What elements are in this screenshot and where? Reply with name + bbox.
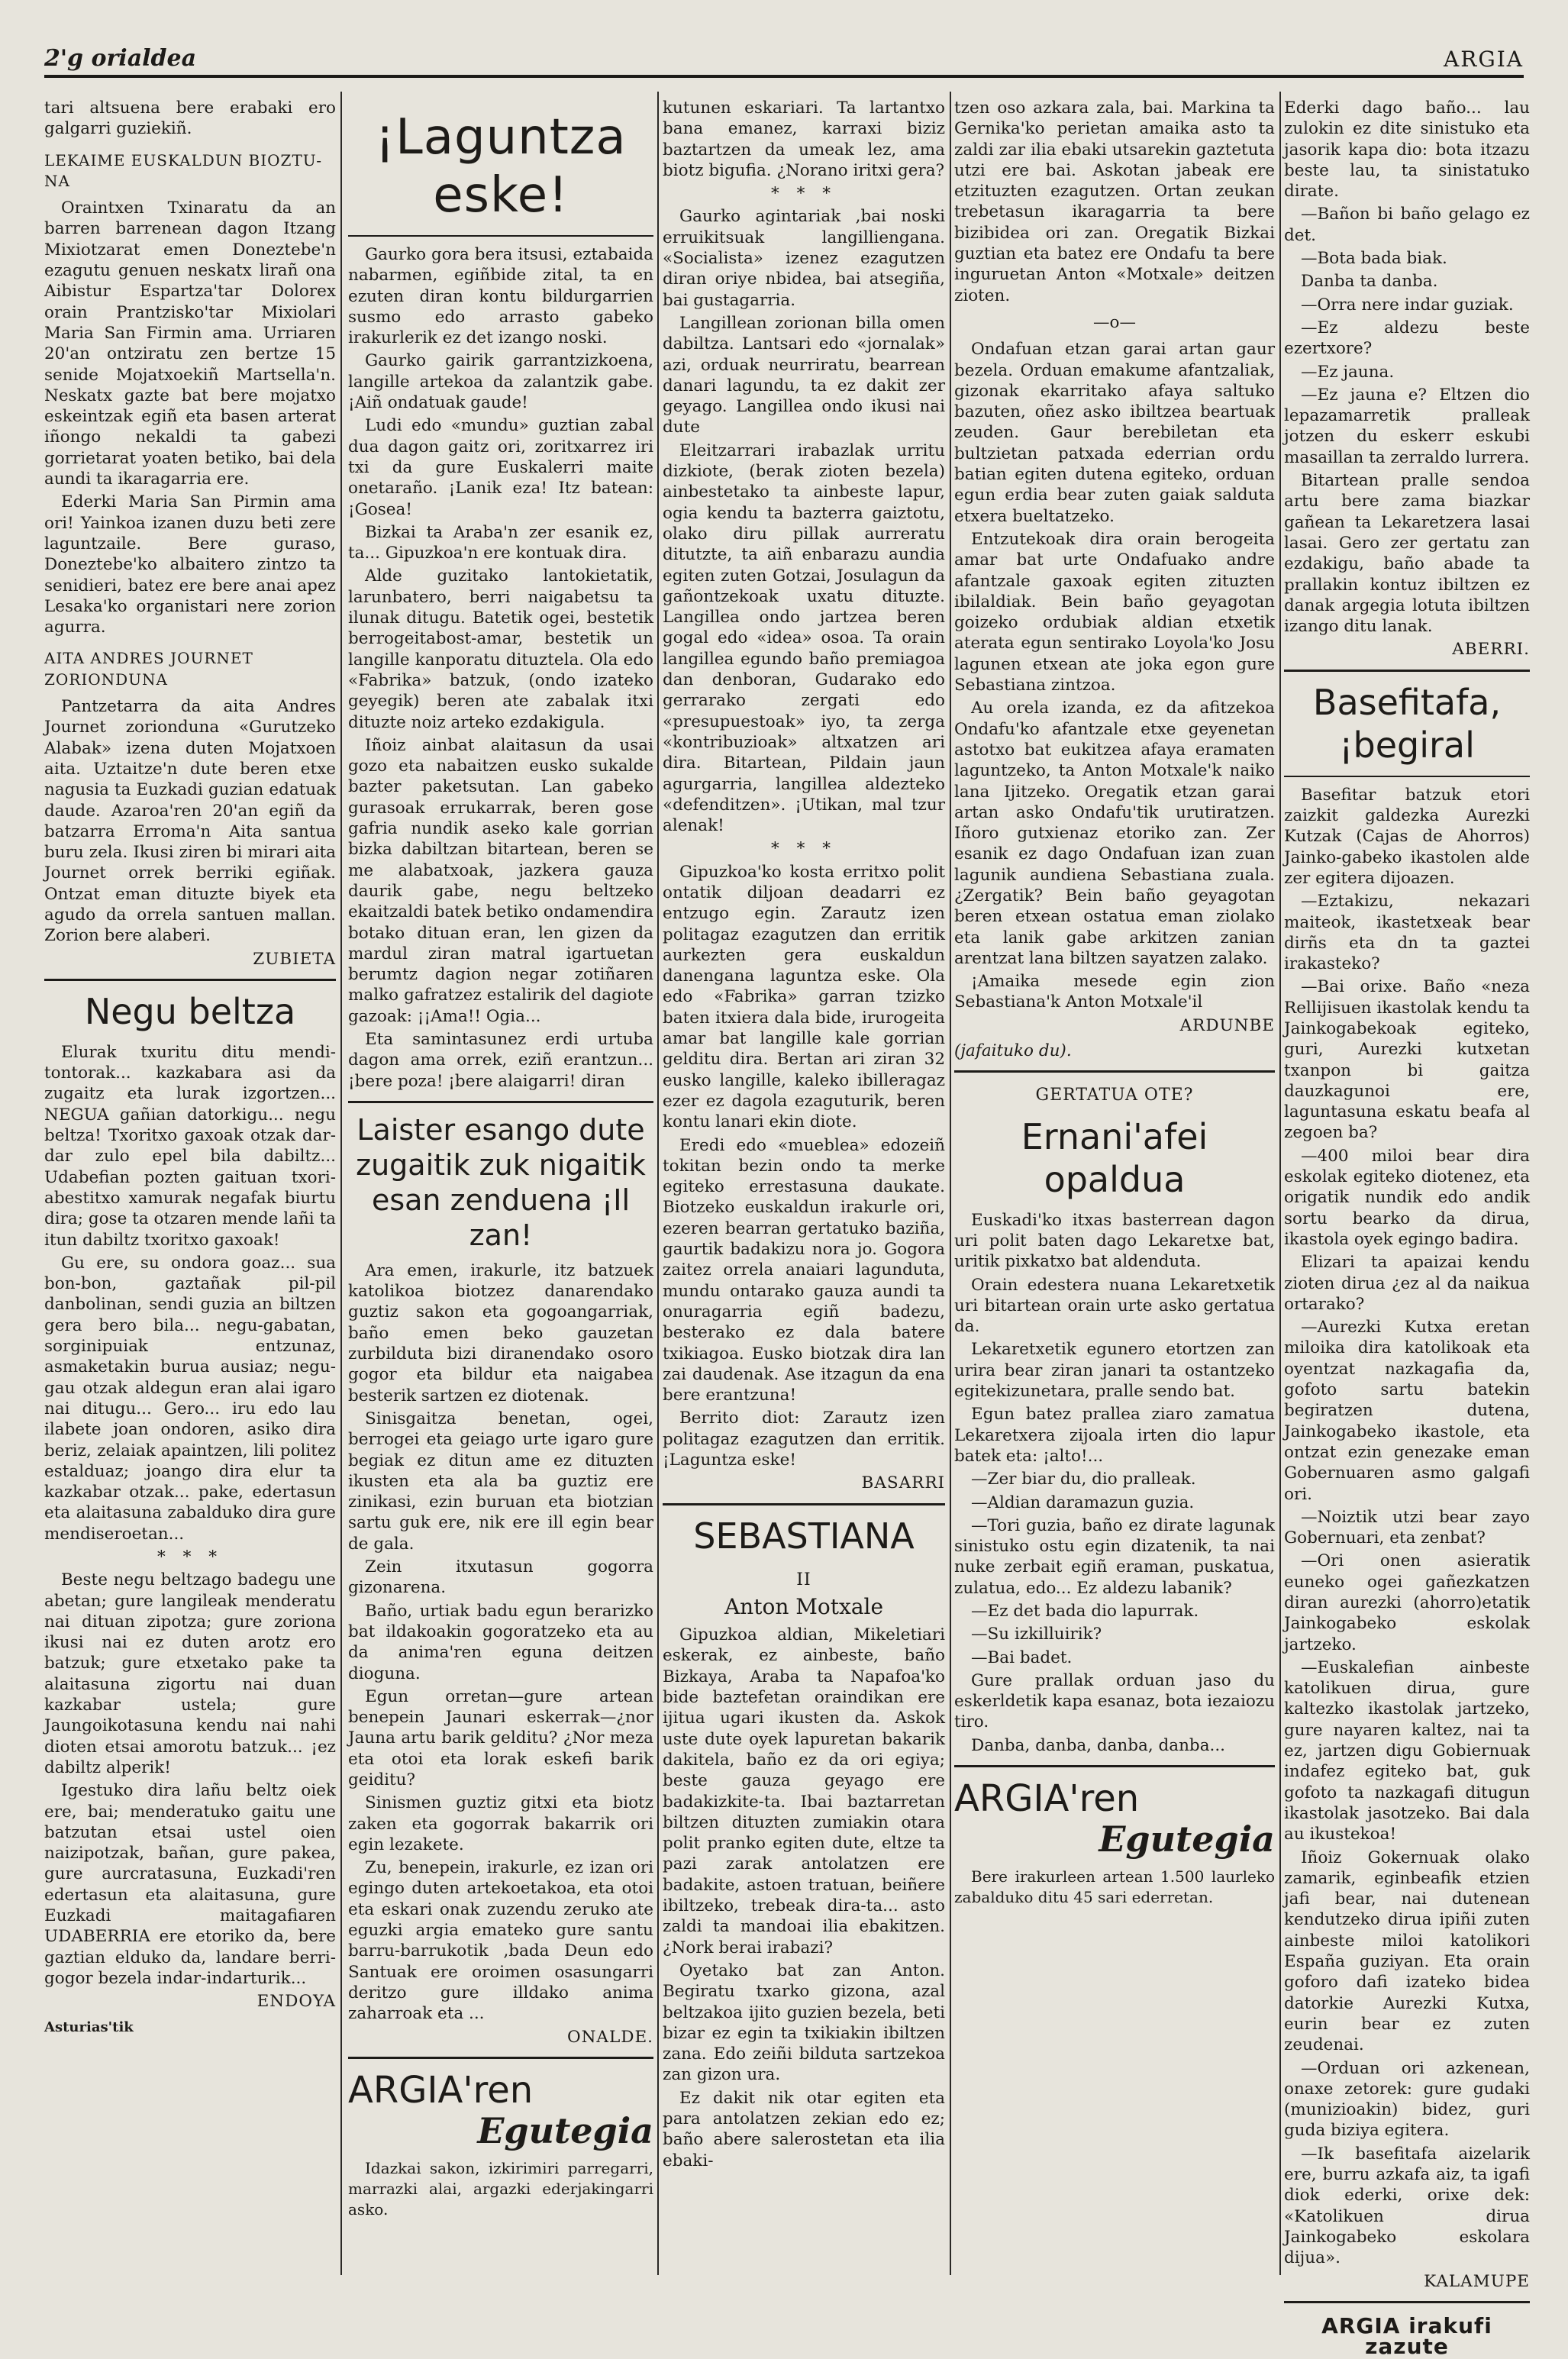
chapter-number: II xyxy=(796,1570,811,1589)
paragraph: Bitartean pralle sendoa artu bere zama biazkar gañean ta Lekaretzera lasai lasai. Gero zer gertatu zan ezdakigu, baño abade ta prallakin kontuz ibiltzen ez danak argegia lotuta ibiltzen izango ditu lanak. xyxy=(1284,471,1530,637)
column-2 xyxy=(348,98,653,2275)
calendar-ad-text: Idazkai sakon, izkirimiri parregarri, marrazki alai, argazki ederjakingarri asko. xyxy=(348,2158,653,2219)
paragraph: —Eztakizu, nekazari maiteok, ikastetxeak bear dirñs eta dn ta gaztei irakasteko? xyxy=(1284,892,1530,974)
paragraph: Gaurko gairik garrantzizkoena, langille artekoa da zalantzik gabe. ¡Aiñ ondatuak gaude! xyxy=(348,351,653,413)
calendar-ad-text: Bere irakurleen artean 1.500 laurleko zabalduko ditu 45 sari ederretan. xyxy=(954,1867,1275,1907)
author-signature: ZUBIETA xyxy=(253,949,336,969)
dialogue-line: —Aldian daramazun guzia. xyxy=(971,1493,1195,1512)
dateline: Asturias'tik xyxy=(44,2019,134,2035)
footer-slogan: ARGIA irakufi zazute xyxy=(1321,2312,1492,2359)
section-heading: LEKAIME EUSKALDUN BIOZTU-NA xyxy=(44,150,323,190)
paragraph: Eredi edo «mueblea» edozeiñ tokitan bezin ondo ta merke egiteko errestasuna daukate. Biotzeko euskaldun irakurle ori, ezeren bearran gertatuko baziña, gaurtik badakizu nora jo. Gogora zaitez orrela anaiari lagunduta, mundu ontarako gauza aundi ta onuragarria egiñ badezu, besterako ez dala batere txikiagoa. Eusko biotzak dira lan zai daudenak. Ase itzagun da ena bere erantzuna! xyxy=(663,1135,945,1405)
author-signature: ABERRI. xyxy=(1452,640,1530,660)
separator-stars: * * * xyxy=(771,839,837,859)
paragraph: Igestuko dira lañu beltz oiek ere, bai; menderatuko gaitu une batzutan etsai ustel oien naizipotzak, bañan, gure pakea, gure aurcratasuna, Euzkadi'ren edertasun eta alaitasuna, gure Euzkadi maitagafiaren UDABERRIA ere etoriko da, bere gaztian elduko da, landare berri-gogor bezela indar-indarturik... xyxy=(44,1781,336,1988)
column-rule xyxy=(1279,92,1281,2275)
paragraph: —Ori onen asieratik euneko ogei gañezkatzen diran aurezki (ahorro)etatik Jainkogabeko eskolak jartzeko. xyxy=(1284,1551,1530,1654)
divider xyxy=(1284,776,1530,777)
dialogue-line: —Zer biar du, dio pralleak. xyxy=(971,1470,1196,1489)
dialogue-line: —Su izkilluirik? xyxy=(971,1625,1102,1644)
author-signature: ONALDE. xyxy=(566,2027,653,2047)
dialogue-line: —Ez aldezu beste ezertxore? xyxy=(1284,318,1530,359)
paragraph: —Ik basefitafa aizelarik ere, burru azkafa aiz, ta igafi diok ederki, orixe dek: «Katolikuen dirua Jainkogabeko eskolara dijua». xyxy=(1284,2144,1530,2268)
continued-note: (jafaituko du). xyxy=(954,1041,1072,1061)
paragraph: Zu, benepein, irakurle, ez izan ori egingo duten artekoetakoa, eta otoi eta eskari onak zuzendu zeruko ate eguzki argia emateko gure santu barru-barrukotik ,bada Deun edo Santuak ere oroimen osasungarri deritzo gure illdako anima zaharroak eta ... xyxy=(348,1858,653,2024)
paragraph: tari altsuena bere erabaki ero galgarri guziekiñ. xyxy=(44,98,336,139)
paragraph: Alde guzitako lantokietatik, larunbatero, berri naigabetsu ta ilunak ditugu. Batetik ogei, bestetik berrogeitabost-amar, bestetik un langille kanporatu dituztela. Ola edo «Fabrika» batzuk, (ondo izateko geyegik) beren ate zabalak itxi dituzte noiz arteko ezdakigula. xyxy=(348,566,653,732)
paragraph: Bizkai ta Araba'n zer esanik ez, ta... Gipuzkoa'n ere kontuak dira. xyxy=(348,522,653,563)
divider xyxy=(44,979,336,981)
paragraph: Gipuzkoa'ko kosta erritxo polit ontatik diljoan deadarri ez entzugo egin. Zarautz izen politagaz ezagutzen dan erritik aurkezten gera euskaldun danengana laguntza eske. Ola edo «Fabrika» garran tzizko baten itxiera dala bide, irurogeita amar bat langille kale gorrian gelditu dira. Bertan ari ziran 32 eusko langille, kaleko ibilleragaz ezer ez dagola ezaguturik, beren kontu lanari ekin diote. xyxy=(663,862,945,1132)
paragraph: —Aurezki Kutxa eretan miloika dira katolikoak eta oyentzat nazkagafia da, gofoto sartu batekin begiratzen dutena, Jainkogabeko ikastole, eta ontzat ezin genezake eman Gobernuaren asmo galgafi ori. xyxy=(1284,1318,1530,1504)
paragraph: Danba ta danba. xyxy=(1301,272,1438,292)
column-1 xyxy=(44,98,336,2275)
masthead: ARGIA xyxy=(1444,47,1524,72)
paragraph: Baño, urtiak badu egun berarizko bat ildakoakin gogoratzeko eta au da anima'ren eguna deitzen dioguna. xyxy=(348,1601,653,1683)
paragraph: Iñoiz Gokernuak olako zamarik, eginbeafik etzien jafi bear, nai dutenean kendutzeko dirua ipiñi zuten ainbeste miloi katolikori España guziyan. Eta orain goforo dafi izateko bidea datorkie Aurezki Kutxa, eurin bear ez zuten zeudenai. xyxy=(1284,1848,1530,2055)
dialogue-line: —Ez det bada dio lapurrak. xyxy=(971,1602,1199,1621)
separator-dash: —o— xyxy=(1093,312,1136,332)
paragraph: Ederki dago baño... lau zulokin ez dite sinistuko eta jasorik kapa dio: bota itzazu beste lau, ta sinistatuko dirate. xyxy=(1284,98,1530,202)
section-heading: AITA ANDRES JOURNET ZORIONDUNA xyxy=(44,649,253,689)
article-title: Negu beltza xyxy=(84,990,296,1032)
paragraph: Ara emen, irakurle, itz batzuek katolikoa biotzez danarendako guztiz sakon eta gogoangarriak, baño emen beko gauzetan zurbilduta bizi diranendako osoro gogor eta bildur eta naigabea besterik sartzen ez diotenak. xyxy=(348,1260,653,1405)
paragraph: Gaurko gora bera itsusi, eztabaida nabarmen, egiñbide zital, ta en ezuten diran kontu bildurgarrien susmo edo arrasto gabeko irakurlerik ez det izango noski. xyxy=(348,245,653,348)
paragraph: Pantzetarra da aita Andres Journet zorionduna «Gurutzeko Alabak» izena duten Mojatxoen aita. Uztaitze'n dute beren etxe nagusia ta Euzkadi guzian edatuak daude. Azaroa'ren 20'an egiñ da batzarra Erroma'n Aita santua buru zela. Ikusi ziren bi mirari aita Journet orrek berriki egiñak. Ontzat eman dituzte biyek eta agudo da orrela santuen mallan. Zorion bere alaberi. xyxy=(44,697,336,946)
divider xyxy=(348,235,653,237)
paragraph: Ederki Maria San Pirmin ama ori! Yainkoa izanen duzu beti zere laguntzaile. Bere guraso, Doneztebe'ko albaitero zintzo ta senidieri, batez ere bere anai apez Lesaka'ko organistari nere zorion agurra. xyxy=(44,492,336,637)
paragraph: Entzutekoak dira orain berogeita amar bat urte Ondafuako andre afantzale gaxoak egiten zituzten ibilaldiak. Bein baño geyagotan goizeko ordubiak aldian etxetik aterata egun sentirako Loyola'ko Josu lagunen etxean ate joka egon gure Sebastiana zintzoa. xyxy=(954,529,1275,695)
author-signature: ARDUNBE xyxy=(1179,1015,1275,1035)
dialogue-line: —Bota bada biak. xyxy=(1301,249,1447,269)
paragraph: Orain edestera nuana Lekaretxetik uri bitartean orain urte asko gertatua da. xyxy=(954,1275,1275,1337)
paragraph: —Ez jauna e? Eltzen dio lepazamarretik pralleak jotzen du eskerr eskubi masaillan ta zerraldo lurrera. xyxy=(1284,385,1530,467)
paragraph: —Euskalefian ainbeste katolikuen dirua, gure kaltezko ikastolak jartzeko, gure nayaren kaltez, nai ta ez, jartzen digu Gobiernuak indafez egiteko bat, guk gofoto ta nazkagafi ditugun ikastolak jasotzeko. Bai dala au ikustekoa! xyxy=(1284,1657,1530,1844)
paragraph: Elizari ta apaizai kendu zioten dirua ¿ez al da naikua ortarako? xyxy=(1284,1253,1530,1314)
divider xyxy=(663,1503,945,1505)
paragraph: —Bai orixe. Baño «neza Rellijisuen ikastolak kendu ta Jainkogabekoak egiteko, guri, Aurezki kutxetan txanpon bi gaitza dauzkagunoi ere, laguntasuna eskatu beafa al zegoen ba? xyxy=(1284,977,1530,1143)
article-title: Basefitafa, ¡begiral xyxy=(1312,681,1502,766)
paragraph: Gipuzkoa aldian, Mikeletiari eskerak, ez ainbeste, baño Bizkaya, Araba ta Napafoa'ko bide baztefetan oraindikan ere ijitua ugari ikusten da. Askok uste dute oyek lapuretan bakarik dakitela, baño ez da ori egiya; beste gauza geyago ere badakizkite-ta. Ibai baztarretan biltzen dituzten zumiakin otara polit pranko egiten dute, eltze ta pazi zarak antolatzen ere badakite, astoen tratuan, beiñere ibiltzeko, trebeak dira-ta... asto zaldi ta mandoai ilia ebakitzen. ¿Nork berai irabazi? xyxy=(663,1625,945,1957)
paragraph: Gaurko agintariak ,bai noski erruikitsuak langilliengana. «Socialista» izenez ezagutzen diran oriye nbidea, bai atsegiña, bai gustagarria. xyxy=(663,207,945,310)
calendar-ad-title: ARGIA'ren xyxy=(348,2068,534,2112)
paragraph: Ez dakit nik otar egiten eta para antolatzen zekian edo ez; baño abere salerostetan eta ilia ebaki- xyxy=(663,2088,945,2170)
paragraph: Ondafuan etzan garai artan gaur bezela. Orduan emakume afantzaliak, gizonak ekarritako afaya saltuko bazuten, oñez asko ibiltzea beartuak zeuden. Gaur berebiletan eta bultzietan patxada ederrian ordu batian egiten dutena egiteko, orduan egun erdia bear zuten gaiak salduta etxera bueltatzeko. xyxy=(954,340,1275,526)
calendar-ad-subtitle: Egutegia xyxy=(1099,1818,1275,1860)
paragraph: Danba, danba, danba, danba... xyxy=(971,1735,1226,1755)
article-title: Ernani'afei opaldua xyxy=(1021,1115,1208,1200)
paragraph: Beste negu beltzago badegu une abetan; gure langileak menderatu nai dituan zipotza; gure zoriona ikusi nai ez duten arotz ero batzuk; gure etxetako pake ta alaitasuna zigortu nai duan kazkabar ustela; gure Jaungoikotasuna kendu nai nahi dioten etsai amorotu batzuk... ¡ez dabiltz alperik! xyxy=(44,1570,336,1777)
paragraph: tzen oso azkara zala, bai. Markina ta Gernika'ko perietan amaika asto ta zaldi zar ilia ebaki utsarekin gaztetuta utzi ere bai. Askotan jabeak ere etzituzten ezagutzen. Ortan zeukan trebetasun ikaragarria ta bere bizibidea ori zan. Oregatik Bizkai guztian eta batez ere Ondafu ta bere inguruetan Anton «Motxale» deitzen zioten. xyxy=(954,98,1275,305)
dialogue-line: —Ez jauna. xyxy=(1301,362,1395,382)
paragraph: Gure prallak orduan jaso du eskerldetik kapa esanaz, bota iezaiozu tiro. xyxy=(954,1670,1275,1732)
paragraph: Euskadi'ko itxas basterrean dagon uri polit baten dago Lekaretxe bat, uritik pixkatxo bat aldenduta. xyxy=(954,1210,1275,1272)
separator-stars: * * * xyxy=(157,1547,223,1567)
dialogue-line: —Orra nere indar guziak. xyxy=(1301,295,1514,315)
paragraph: Egun batez prallea ziaro zamatua Lekaretxera zijoala irten dio lapur batek eta: ¡alto!... xyxy=(954,1405,1275,1466)
paragraph: Langillean zorionan billa omen dabiltza. Lantsari edo «jornalak» azi, orduak neurriratu, bearrean danari lagundu, ta ez dakit zer geyago. Langillea ondo ikusi nai dute xyxy=(663,313,945,437)
paragraph: Egun orretan—gure artean benepein Jaunari eskerrak—¿nor Jauna artu barik gelditu? ¿Nor meza eta otoi eta lorak eskefi barik geiditu? xyxy=(348,1686,653,1789)
paragraph: ¡Amaika mesede egin zion Sebastiana'k Anton Motxale'il xyxy=(954,972,1275,1012)
paragraph: —Noiztik utzi bear zayo Gobernuari, eta zenbat? xyxy=(1284,1507,1530,1548)
paragraph: Oyetako bat zan Anton. Begiratu txarko gizona, azal beltzakoa ijito guzien bezela, beti bizar ez egin ta txikiakin ibiltzen zana. Edo zeiñi bilduta sartzekoa zan gizon ura. xyxy=(663,1960,945,2085)
separator-stars: * * * xyxy=(771,184,837,204)
calendar-ad-title: ARGIA'ren xyxy=(954,1777,1140,1821)
divider xyxy=(348,2057,653,2059)
article-title: ¡Laguntza eske! xyxy=(375,109,627,224)
article-subtitle: Anton Motxale xyxy=(724,1593,884,1619)
calendar-ad-subtitle: Egutegia xyxy=(477,2109,653,2151)
column-5 xyxy=(1284,98,1530,2359)
column-4 xyxy=(954,98,1275,2275)
paragraph: Ludi edo «mundu» guztian zabal dua dagon gaitz ori, zoritxarrez iri txi da gure Euskalerri maite onetaraño. ¡Lanik eza! Itz batean: ¡Gosea! xyxy=(348,416,653,519)
paragraph: Sinisgaitza benetan, ogei, berrogei eta geiago urte igaro gure begiak ez ditun ame ez dituzten ikusten eta ala ba guztiz ere zinikasi, ezin buruan eta biotzian sartu guk ere, nik ere ill egin bear de gala. xyxy=(348,1409,653,1554)
divider xyxy=(1284,2301,1530,2303)
paragraph: —Tori guzia, baño ez dirate lagunak sinistuko ostu egin dizatenik, ta nai nuke zerbait egiñ eraman, puskatua, zulatua, edo... Ez aldezu labanik? xyxy=(954,1515,1275,1598)
paragraph: Lekaretxetik egunero etortzen zan urira bear ziran janari ta ostantzeko egitekizunetara, pralle sendo bat. xyxy=(954,1340,1275,1402)
paragraph: Elurak txuritu ditu mendi-tontorak... kazkabara asi da zugaitz eta lurak izgortzen... NEGUA gañian datorkigu... negu beltza! Txoritxo gaxoak otzak dar-dar zulo epel bila dabiltz... Udabefian pozten gaituan txori-abestitxo xamurak negafak biurtu dira; gose ta otzaren mende lañi ta itun dabiltz txoritxo gaxoak! xyxy=(44,1042,336,1250)
paragraph: Eleitzarrari irabazlak urritu dizkiote, (berak zioten bezela) ainbestetako ta ainbeste lapur, ogia kendu ta bazterra gaiztotu, olako diru pillak aurreratu ditutzte, ta aiñ enbarazu aundia egiten zuten Gotzai, Josulagun da gañontzekoak uxatu dituzte. Langillea ondo jartzea beren gogal edo «idea» osoa. Ta orain langillea egundo baño premiagoa dan denboran, Gudarako edo gerrarako zergati edo «presupuestoak» iyo, ta zerga «kontribuzioak» altxatzen ari dira. Bitartean, Pildain jaun agurgarria, langillea aldezteko «defenditzen». ¡Utikan, mal tzur alenak! xyxy=(663,440,945,836)
author-signature: ENDOYA xyxy=(256,1992,336,2012)
paragraph: Berrito diot: Zarautz izen politagaz ezagutzen dan erritik. ¡Laguntza eske! xyxy=(663,1409,945,1470)
dialogue-line: —Bai badet. xyxy=(971,1647,1073,1667)
paragraph: Oraintxen Txinaratu da an barren barrenean dagon Itzang Mixiotzarat emen Doneztebe'n ezagutu genuen neskatx lirañ ona Aibistur Espartza'tar Dolorex orain Prantzisko'tar Mixiolari Maria San Firmin ama. Urriaren 20'an ontziratu zen bertze 15 senide Mojatxoekiñ Martsella'n. Neskatx gazte bat bere mojatxo eskeintzak egiñ eta basen arterat iñongo nekaldi ta gabezi gorrietarat yoaten betiko, bai dela aundi ta ikaragarria ere. xyxy=(44,198,336,489)
paragraph: Eta samintasunez erdi urtuba dagon ama orrek, eziñ erantzun... ¡bere poza! ¡bere alaigarri! diran xyxy=(348,1029,653,1091)
paragraph: kutunen eskariari. Ta lartantxo bana emanez, karraxi biziz baztartzen da umeak lez, ama biotz bigufia. ¿Norano iritxi gera? xyxy=(663,98,945,180)
page-folio: 2'g orialdea xyxy=(44,45,197,72)
paragraph: Zein itxutasun gogorra gizonarena. xyxy=(348,1557,653,1598)
column-rule xyxy=(657,92,659,2275)
divider xyxy=(348,1101,653,1103)
paragraph: —400 miloi bear dira eskolak egiteko diotenez, eta origatik nundik edo andik sortu bearko da dirua, ikastola oyek egingo badira. xyxy=(1284,1146,1530,1249)
paragraph: Iñoiz ainbat alaitasun da usai gozo eta nabaitzen eusko sukalde bazter paketsutan. Lan gabeko gurasoak errukarrak, beren gose gafria nundik aseko kale gorrian bizka dabiltzan bitartean, beren se me alabatxoak, jazkera gauza daurik gabe, negu beltzeko ekaitzaldi batek betiko ondamendira botako dituan eran, len gizen da mardul ziran matral igartuetan berumtz dagion negar zotiñaren malko gafratzez estalirik del dagiote gazoak: ¡¡Ama!! Ogia... xyxy=(348,735,653,1026)
page-header xyxy=(44,44,1524,78)
paragraph: Au orela izanda, ez da afitzekoa Ondafu'ko afantzale etxe geyenetan astotxo bat eukitzea afaya eramaten laguntzeko, ta Anton Motxale'k naiko lana Ijitzeko. Oregatik etzan garai artan asko Ondafu'tik urutiratzen. Iñoro gutxienaz etoriko zan. Zer esanik ez dago Ondafuan izan zuan lagunik aundiena Sebastiana zuala. ¿Zergatik? Bein baño geyagotan beren etxean ostatua eman ziolako eta lanik gabe arkitzen zanian arentzat lana biltzen sayatzen zalako. xyxy=(954,699,1275,968)
paragraph: Sinismen guztiz gitxi eta biotz zaken eta gogorrak bakarrik ori egin lezakete. xyxy=(348,1793,653,1854)
author-signature: BASARRI xyxy=(861,1473,945,1493)
paragraph: —Orduan ori azkenean, onaxe zetorek: gure gudaki (munizioakin) bidez, guri guda biziya egitera. xyxy=(1284,2058,1530,2141)
column-3 xyxy=(663,98,945,2275)
divider xyxy=(1284,670,1530,672)
article-title: Laister esango dute zugaitik zuk nigaitik esan zenduena ¡Il zan! xyxy=(356,1112,646,1252)
paragraph: Basefitar batzuk etori zaizkit galdezka Aurezki Kutzak (Cajas de Ahorros) Jainko-gabeko ikastolen alde zer egitera dijoazen. xyxy=(1284,785,1530,888)
divider xyxy=(954,1765,1275,1767)
paragraph: Gu ere, su ondora goaz... sua bon-bon, gaztañak pil-pil danbolinan, sendi guzia an biltzen gera bero bila... negu-gabatan, sorginipuiak entzunaz, asmaketakin burua ausiaz; negu-gau otzak aldegun eran alai igaro nai ditugu... Gero... iru edo lau ilabete joan ondoren, asiko dira beriz, zelaiak apaintzen, lili politez estalduaz; joango dira elur ta kazkabar otzak... pake, edertasun eta alaitasuna zabalduko dira gure mendiseroetan... xyxy=(44,1253,336,1544)
author-signature: KALAMUPE xyxy=(1424,2271,1530,2291)
column-rule xyxy=(950,92,951,2275)
section-heading: GERTATUA OTE? xyxy=(1035,1086,1194,1105)
article-title: SEBASTIANA xyxy=(693,1515,915,1557)
divider xyxy=(954,1070,1275,1073)
column-rule xyxy=(340,92,342,2275)
dialogue-line: —Bañon bi baño gelago ez det. xyxy=(1284,205,1530,245)
